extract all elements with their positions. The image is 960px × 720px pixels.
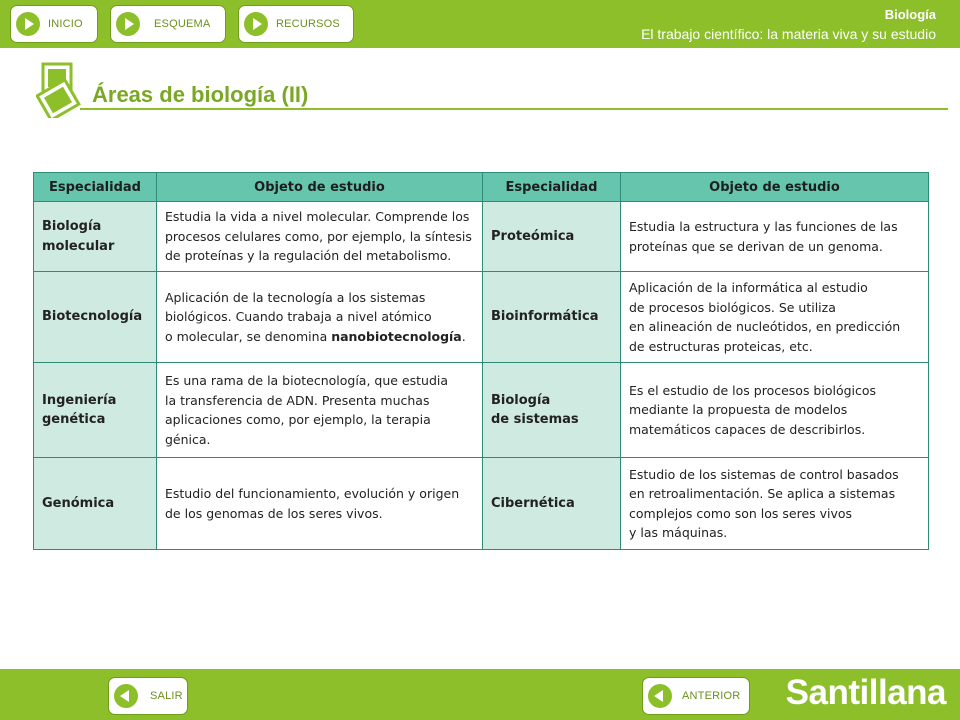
stacked-squares-icon [36,62,84,118]
table-row [34,458,929,550]
study-object-text: Aplicación de la tecnología a los sistemas biológicos. Cuando trabaja a nivel atómico o molecular, se denomina [165,289,432,344]
esquema-button[interactable] [110,5,226,43]
study-object-cell: Es el estudio de los procesos biológicos mediante la propuesta de modelos matemáticos capaces de describirlos. [621,363,929,458]
column-header: Especialidad [34,173,157,202]
specialty-cell: Biología molecular [34,202,157,272]
highlighted-term: nanobiotecnología [331,328,462,344]
specialty-cell: Genómica [34,458,157,550]
study-object-cell: Aplicación de la informática al estudio de procesos biológicos. Se utiliza en alineación de nucleótidos, en predicción de estructuras proteicas, etc. [621,272,929,363]
santillana-logo: Santillana [785,673,946,712]
specialty-cell: Biotecnología [34,272,157,363]
specialty-cell: Cibernética [483,458,621,550]
table-row [34,363,929,458]
inicio-button[interactable] [10,5,98,43]
salir-button[interactable] [108,677,188,715]
play-arrow-icon [244,12,268,36]
specialty-cell: Ingeniería genética [34,363,157,458]
recursos-button-label: RECURSOS [276,18,340,30]
subject-title: Biología [884,7,936,22]
anterior-button[interactable] [642,677,750,715]
study-object-cell: Es una rama de la biotecnología, que estudia la transferencia de ADN. Presenta muchas aplicaciones como, por ejemplo, la terapia génica. [157,363,483,458]
study-object-cell: Estudio de los sistemas de control basados en retroalimentación. Se aplica a sistemas complejos como son los seres vivos y las máquinas. [621,458,929,550]
table-row [34,272,929,363]
recursos-button[interactable] [238,5,354,43]
specialty-cell: Bioinformática [483,272,621,363]
study-object-cell [157,272,483,363]
study-object-cell: Estudio del funcionamiento, evolución y origen de los genomas de los seres vivos. [157,458,483,550]
play-arrow-icon [16,12,40,36]
back-arrow-icon [648,684,672,708]
study-object-text-end: . [461,328,466,344]
topic-title: El trabajo científico: la materia viva y su estudio [641,26,936,42]
esquema-button-label: ESQUEMA [154,18,211,30]
page-title: Áreas de biología (II) [92,82,309,107]
title-underline [80,108,948,110]
biology-areas-table [33,172,929,550]
specialty-cell: Proteómica [483,202,621,272]
specialty-cell: Biología de sistemas [483,363,621,458]
study-object-cell: Estudia la vida a nivel molecular. Comprende los procesos celulares como, por ejemplo, la síntesis de proteínas y la regulación del metabolismo. [157,202,483,272]
anterior-button-label: ANTERIOR [682,690,741,702]
column-header: Especialidad [483,173,621,202]
table-row [34,202,929,272]
table-header-row [34,173,929,202]
column-header: Objeto de estudio [157,173,483,202]
back-arrow-icon [114,684,138,708]
study-object-cell: Estudia la estructura y las funciones de las proteínas que se derivan de un genoma. [621,202,929,272]
column-header: Objeto de estudio [621,173,929,202]
salir-button-label: SALIR [150,690,183,702]
inicio-button-label: INICIO [48,18,83,30]
play-arrow-icon [116,12,140,36]
